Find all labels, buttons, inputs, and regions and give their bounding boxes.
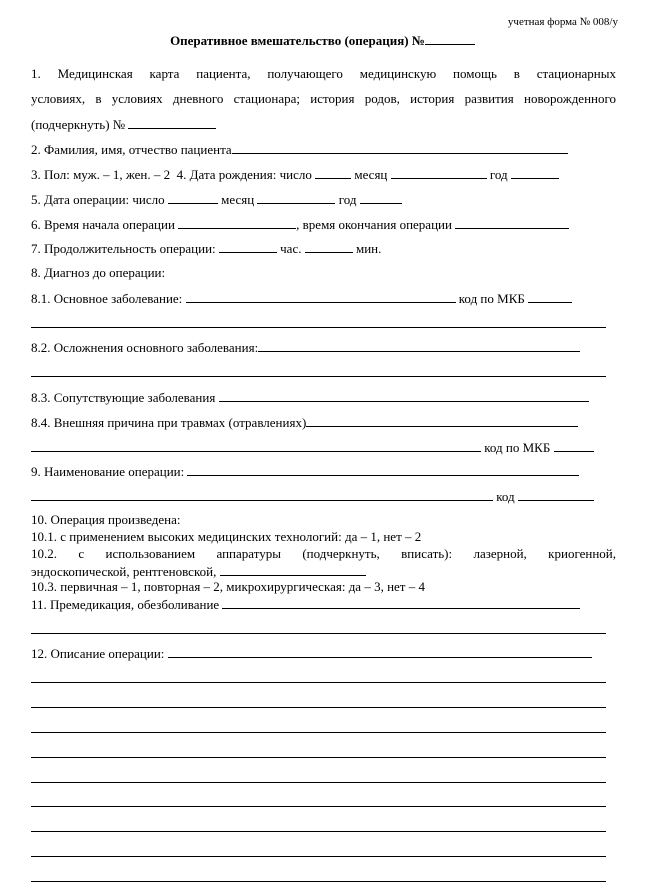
field-9-line-2 — [31, 488, 594, 505]
field-9-label: 9. Наименование операции: — [31, 464, 185, 479]
complications-continuation-line[interactable] — [31, 376, 606, 377]
field-11 — [31, 596, 580, 613]
field-8-1-code-label: код по МКБ — [458, 291, 525, 306]
field-8-2 — [31, 339, 580, 356]
description-line[interactable] — [31, 806, 606, 807]
field-8-3 — [31, 389, 589, 406]
field-1-line-2: условиях, в условиях дневного стационара; история родов, история развития новорожденного — [31, 91, 616, 106]
premedication-continuation-line[interactable] — [31, 633, 606, 634]
main-disease-continuation-line[interactable] — [31, 327, 606, 328]
field-3-4 — [31, 166, 559, 183]
field-10-1: 10.1. с применением высоких медицинских технологий: да – 1, нет – 2 — [31, 529, 422, 544]
field-8-1-label: 8.1. Основное заболевание: — [31, 291, 183, 306]
field-7-hours-label: час. — [280, 241, 302, 256]
external-cause-continuation-field[interactable] — [31, 439, 481, 452]
external-cause-icd-code-field[interactable] — [554, 439, 594, 452]
field-8-4-code-label: код по МКБ — [484, 440, 551, 455]
birth-year-field[interactable] — [511, 166, 559, 179]
operation-name-continuation-field[interactable] — [31, 488, 493, 501]
comorbidities-field[interactable] — [219, 389, 589, 402]
field-4-year-label: год — [489, 167, 508, 182]
operation-description-field[interactable] — [168, 645, 592, 658]
title-text: Оперативное вмешательство (операция) № — [170, 33, 425, 48]
operation-day-field[interactable] — [168, 191, 218, 204]
field-12 — [31, 645, 592, 662]
start-time-field[interactable] — [178, 216, 296, 229]
field-8-4-line-2 — [31, 439, 594, 456]
external-cause-field[interactable] — [306, 414, 578, 427]
operation-year-field[interactable] — [360, 191, 402, 204]
description-line[interactable] — [31, 732, 606, 733]
field-2-label: 2. Фамилия, имя, отчество пациента — [31, 142, 232, 157]
premedication-field[interactable] — [222, 596, 580, 609]
duration-hours-field[interactable] — [219, 240, 277, 253]
field-5 — [31, 191, 402, 208]
field-5-label: 5. Дата операции: число — [31, 192, 165, 207]
field-4-month-label: месяц — [354, 167, 388, 182]
field-8-1 — [31, 290, 572, 307]
description-line[interactable] — [31, 881, 606, 882]
field-1-label: (подчеркнуть) № — [31, 117, 126, 132]
field-7-minutes-label: мин. — [355, 241, 382, 256]
birth-day-field[interactable] — [315, 166, 351, 179]
field-6 — [31, 216, 569, 233]
field-8-3-label: 8.3. Сопутствующие заболевания — [31, 390, 216, 405]
field-7 — [31, 240, 381, 257]
patient-name-field[interactable] — [232, 141, 568, 154]
field-10-2-line-2 — [31, 563, 366, 580]
field-6-end-label: , время окончания операции — [296, 217, 452, 232]
field-10-3: 10.3. первичная – 1, повторная – 2, микрохирургическая: да – 3, нет – 4 — [31, 579, 425, 594]
form-code: учетная форма № 008/у — [507, 16, 618, 28]
complications-field[interactable] — [258, 339, 580, 352]
main-disease-field[interactable] — [186, 290, 456, 303]
field-9-code-label: код — [496, 489, 515, 504]
field-8-4-label: 8.4. Внешняя причина при травмах (отравлениях) — [31, 415, 307, 430]
field-8: 8. Диагноз до операции: — [31, 265, 166, 280]
title-number-field[interactable] — [425, 32, 475, 45]
medical-card-number-field[interactable] — [128, 116, 216, 129]
field-1-line-1: 1. Медицинская карта пациента, получающего медицинскую помощь в стационарных — [31, 66, 616, 81]
duration-minutes-field[interactable] — [305, 240, 353, 253]
field-10-2-label: эндоскопической, рентгеновской, — [31, 564, 217, 579]
equipment-other-field[interactable] — [220, 563, 366, 576]
field-12-label: 12. Описание операции: — [31, 646, 165, 661]
operation-name-field[interactable] — [187, 463, 579, 476]
main-disease-icd-code-field[interactable] — [528, 290, 572, 303]
description-line[interactable] — [31, 757, 606, 758]
end-time-field[interactable] — [455, 216, 569, 229]
operation-code-field[interactable] — [518, 488, 594, 501]
operation-month-field[interactable] — [257, 191, 335, 204]
field-10: 10. Операция произведена: — [31, 512, 181, 527]
description-line[interactable] — [31, 682, 606, 683]
field-5-month-label: месяц — [221, 192, 255, 207]
field-4-label: 4. Дата рождения: число — [176, 167, 312, 182]
field-10-2-line-1: 10.2. с использованием аппаратуры (подчеркнуть, вписать): лазерной, криогенной, — [31, 546, 616, 561]
field-11-label: 11. Премедикация, обезболивание — [31, 597, 220, 612]
field-3-sex: 3. Пол: муж. – 1, жен. – 2 — [31, 167, 171, 182]
field-8-4 — [31, 414, 578, 431]
field-6-label: 6. Время начала операции — [31, 217, 175, 232]
field-5-year-label: год — [338, 192, 357, 207]
field-2 — [31, 141, 568, 158]
description-line[interactable] — [31, 856, 606, 857]
description-line[interactable] — [31, 707, 606, 708]
description-line[interactable] — [31, 782, 606, 783]
birth-month-field[interactable] — [391, 166, 487, 179]
field-7-label: 7. Продолжительность операции: — [31, 241, 216, 256]
field-8-2-label: 8.2. Осложнения основного заболевания: — [31, 340, 259, 355]
page-title — [0, 32, 645, 49]
description-line[interactable] — [31, 831, 606, 832]
field-1-line-3 — [31, 116, 216, 133]
field-9 — [31, 463, 579, 480]
